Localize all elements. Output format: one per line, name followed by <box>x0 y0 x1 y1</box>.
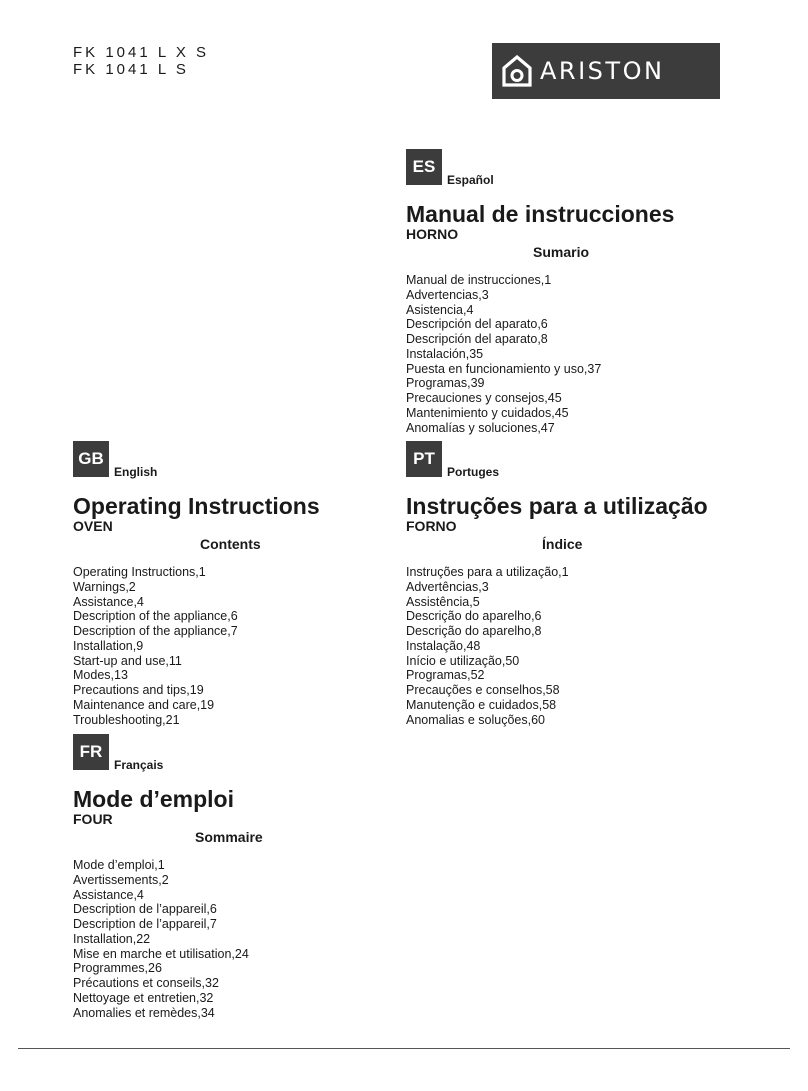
language-name: Portuges <box>447 465 500 479</box>
toc-item: Maintenance and care,19 <box>73 697 215 712</box>
toc-item: Description de l’appareil,7 <box>73 917 217 931</box>
toc-item: Descripción del aparato,6 <box>406 317 548 332</box>
language-badge: FR <box>73 734 109 770</box>
toc-item: Manual de instrucciones,1 <box>406 273 552 287</box>
toc-item: Anomalias e soluções,60 <box>406 712 545 727</box>
contents-heading: Sumario <box>533 244 590 260</box>
toc-item: Instalação,48 <box>406 638 481 653</box>
toc-item: Descripción del aparato,8 <box>406 332 548 346</box>
toc-item: Warnings,2 <box>73 579 136 594</box>
toc-item: Mantenimiento y cuidados,45 <box>406 405 569 420</box>
toc-item: Precauciones y consejos,45 <box>406 391 562 405</box>
toc-item: Operating Instructions,1 <box>73 565 206 579</box>
language-name: Español <box>447 173 494 187</box>
language-name: English <box>114 465 158 479</box>
toc-item: Installation,9 <box>73 638 144 653</box>
toc-item: Asistencia,4 <box>406 302 474 317</box>
toc-item: Precauções e conselhos,58 <box>406 683 560 697</box>
table-of-contents <box>73 858 403 1020</box>
model-number: FK 1041 L X S <box>73 44 210 61</box>
toc-item: Description of the appliance,7 <box>73 624 238 638</box>
toc-item: Précautions et conseils,32 <box>73 976 219 990</box>
section-gb <box>73 441 403 727</box>
brand-name: ARISTON <box>540 57 665 85</box>
toc-item: Assistência,5 <box>406 594 480 609</box>
section-es <box>406 149 736 435</box>
toc-item: Installation,22 <box>73 931 151 946</box>
table-of-contents <box>406 273 736 435</box>
toc-item: Mode d’emploi,1 <box>73 858 165 872</box>
toc-item: Precautions and tips,19 <box>73 683 204 697</box>
model-number: FK 1041 L S <box>73 61 189 78</box>
toc-item: Descrição do aparelho,6 <box>406 609 542 624</box>
toc-item: Instruções para a utilização,1 <box>406 565 569 579</box>
toc-item: Nettoyage et entretien,32 <box>73 990 214 1005</box>
product-name: HORNO <box>406 226 459 242</box>
bottom-divider <box>18 1048 790 1049</box>
section-fr <box>73 734 403 1020</box>
product-name: FORNO <box>406 518 457 534</box>
language-badge: PT <box>406 441 442 477</box>
language-badge: GB <box>73 441 109 477</box>
toc-item: Puesta en funcionamiento y uso,37 <box>406 361 602 376</box>
toc-item: Advertencias,3 <box>406 287 489 302</box>
toc-item: Manutenção e cuidados,58 <box>406 697 557 712</box>
manual-title: Operating Instructions <box>73 493 320 519</box>
toc-item: Anomalies et remèdes,34 <box>73 1005 215 1020</box>
ariston-logo <box>492 43 720 99</box>
table-of-contents <box>406 565 736 727</box>
toc-item: Assistance,4 <box>73 594 144 609</box>
contents-heading: Índice <box>542 536 583 552</box>
contents-heading: Sommaire <box>195 829 263 845</box>
toc-item: Advertências,3 <box>406 579 489 594</box>
table-of-contents <box>73 565 403 727</box>
language-name: Français <box>114 758 164 772</box>
language-badge: ES <box>406 149 442 185</box>
toc-item: Avertissements,2 <box>73 872 169 887</box>
manual-title: Instruções para a utilização <box>406 493 708 519</box>
manual-title: Manual de instrucciones <box>406 201 675 227</box>
toc-item: Description of the appliance,6 <box>73 609 238 624</box>
toc-item: Mise en marche et utilisation,24 <box>73 946 249 961</box>
section-pt <box>406 441 736 727</box>
model-numbers <box>73 44 209 78</box>
toc-item: Description de l’appareil,6 <box>73 902 217 917</box>
contents-heading: Contents <box>200 536 261 552</box>
product-name: OVEN <box>73 518 113 534</box>
toc-item: Programas,39 <box>406 376 485 391</box>
toc-item: Start-up and use,11 <box>73 653 182 668</box>
product-name: FOUR <box>73 811 113 827</box>
toc-item: Programmes,26 <box>73 961 162 976</box>
toc-item: Troubleshooting,21 <box>73 712 180 727</box>
toc-item: Instalación,35 <box>406 346 484 361</box>
toc-item: Programas,52 <box>406 668 485 683</box>
toc-item: Modes,13 <box>73 668 128 683</box>
toc-item: Anomalías y soluciones,47 <box>406 420 555 435</box>
toc-item: Assistance,4 <box>73 887 144 902</box>
toc-item: Início e utilização,50 <box>406 653 520 668</box>
manual-title: Mode d’emploi <box>73 786 234 812</box>
toc-item: Descrição do aparelho,8 <box>406 624 542 638</box>
house-icon <box>502 55 532 87</box>
